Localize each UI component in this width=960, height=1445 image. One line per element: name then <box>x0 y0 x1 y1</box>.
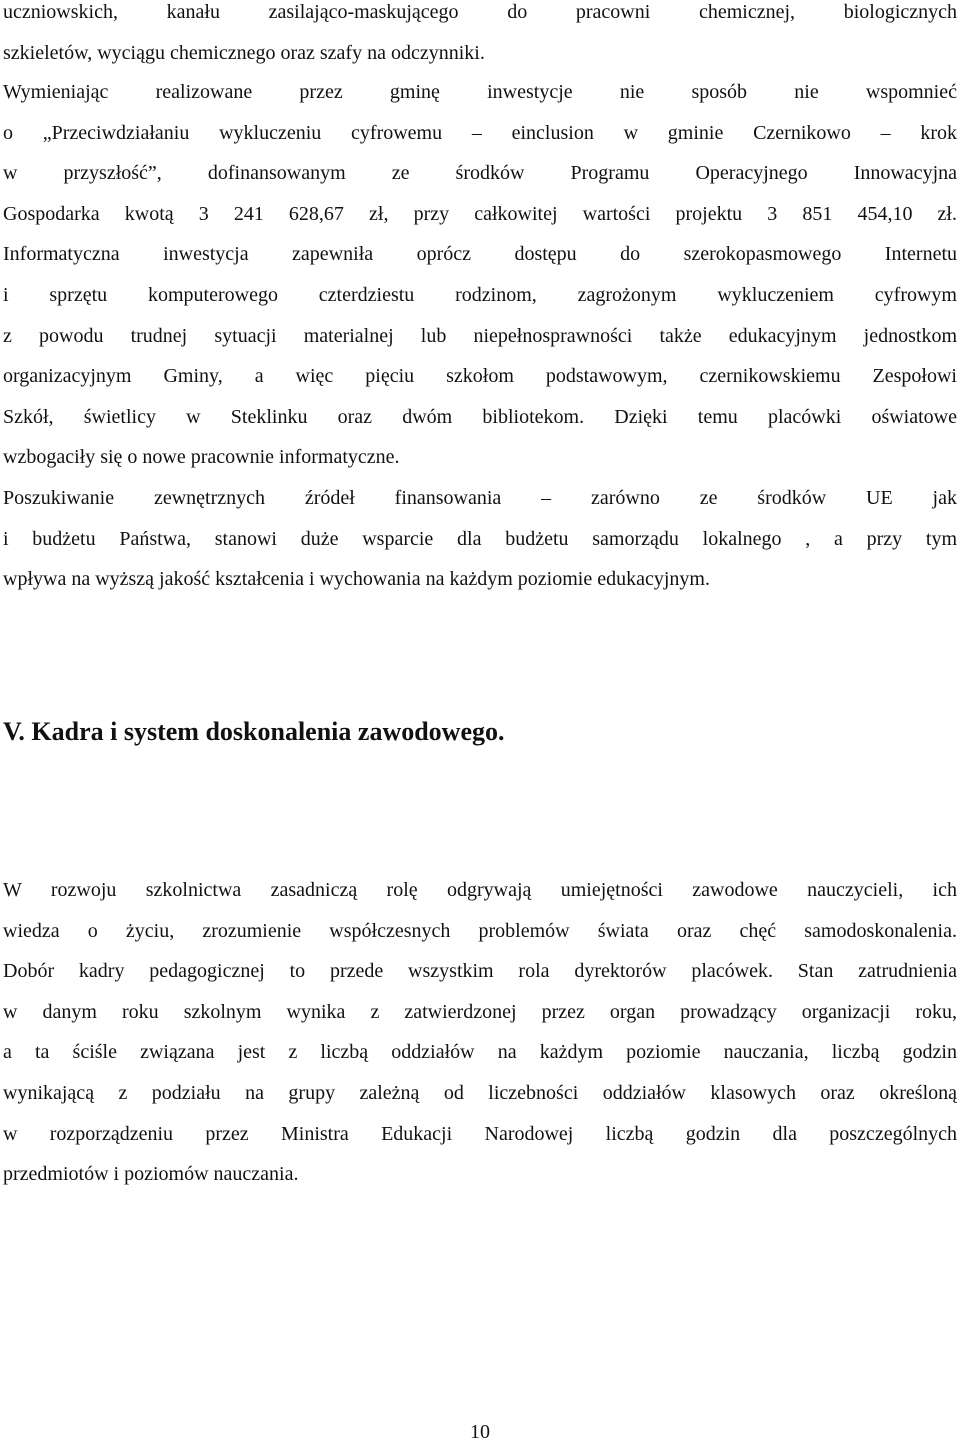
paragraph-line: w danym roku szkolnym wynika z zatwierdzonej przez organ prowadzący organizacji roku, <box>3 1000 957 1023</box>
paragraph-line: Poszukiwanie zewnętrznych źródeł finansowania – zarówno ze środków UE jak <box>3 487 957 509</box>
paragraph-lab-equipment <box>3 0 957 73</box>
paragraph-line: w rozporządzeniu przez Ministra Edukacji Narodowej liczbą godzin dla poszczególnych <box>3 1122 957 1145</box>
paragraph-line: uczniowskich, kanału zasilająco-maskującego do pracowni chemicznej, biologicznych <box>3 1 957 23</box>
paragraph-line: z powodu trudnej sytuacji materialnej lub niepełnosprawności także edukacyjnym jednostkom <box>3 324 957 347</box>
page-number: 10 <box>470 1421 490 1443</box>
paragraph-line: w przyszłość”, dofinansowanym ze środków Programu Operacyjnego Innowacyjna <box>3 162 957 185</box>
paragraph-line: Dobór kadry pedagogicznej to przede wszystkim rola dyrektorów placówek. Stan zatrudnienia <box>3 960 957 983</box>
paragraph-line: Gospodarka kwotą 3 241 628,67 zł, przy całkowitej wartości projektu 3 851 454,10 zł. <box>3 202 957 225</box>
paragraph-line: i budżetu Państwa, stanowi duże wsparcie dla budżetu samorządu lokalnego , a przy tym <box>3 527 957 550</box>
paragraph-line: Informatyczna inwestycja zapewniła oprócz dostępu do szerokopasmowego Internetu <box>3 243 957 266</box>
paragraph-line: wiedza o życiu, zrozumienie współczesnych problemów świata oraz chęć samodoskonalenia. <box>3 919 957 942</box>
paragraph-line: a ta ściśle związana jest z liczbą oddziałów na każdym poziomie nauczania, liczbą godzin <box>3 1041 957 1064</box>
paragraph-teaching-staff <box>3 870 957 1195</box>
paragraph-line: i sprzętu komputerowego czterdziestu rodzinom, zagrożonym wykluczeniem cyfrowym <box>3 283 957 306</box>
paragraph-line: wynikającą z podziału na grupy zależną od liczebności oddziałów klasowych oraz określoną <box>3 1081 957 1104</box>
paragraph-line: Wymieniając realizowane przez gminę inwestycje nie sposób nie wspomnieć <box>3 81 957 103</box>
paragraph-line: przedmiotów i poziomów nauczania. <box>3 1163 299 1186</box>
paragraph-external-funding <box>3 478 957 600</box>
paragraph-line: wzbogaciły się o nowe pracownie informatyczne. <box>3 446 400 469</box>
section-heading: V. Kadra i system doskonalenia zawodowego. <box>3 717 505 746</box>
paragraph-line: wpływa na wyższą jakość kształcenia i wychowania na każdym poziomie edukacyjnym. <box>3 568 710 591</box>
paragraph-line: Szkół, świetlicy w Steklinku oraz dwóm bibliotekom. Dzięki temu placówki oświatowe <box>3 405 957 428</box>
paragraph-line: o „Przeciwdziałaniu wykluczeniu cyfrowemu – einclusion w gminie Czernikowo – krok <box>3 121 957 144</box>
paragraph-line: organizacyjnym Gminy, a więc pięciu szkołom podstawowym, czernikowskiemu Zespołowi <box>3 365 957 388</box>
paragraph-line: W rozwoju szkolnictwa zasadniczą rolę odgrywają umiejętności zawodowe nauczycieli, ich <box>3 879 957 901</box>
paragraph-line: szkieletów, wyciągu chemicznego oraz szafy na odczynniki. <box>3 41 485 64</box>
paragraph-einclusion <box>3 72 957 478</box>
